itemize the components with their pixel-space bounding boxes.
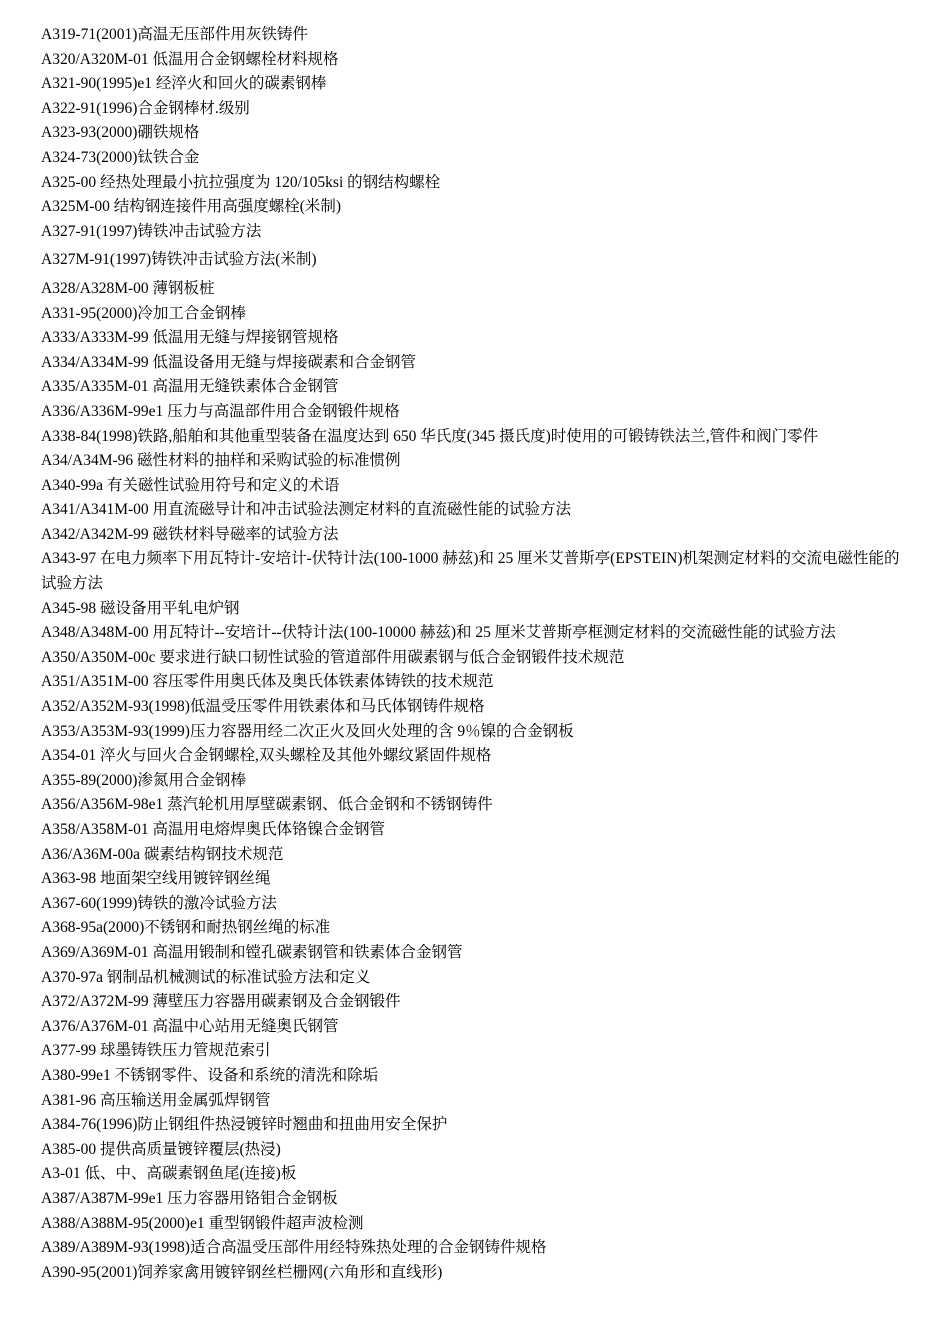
standard-entry: A325-00 经热处理最小抗拉强度为 120/105ksi 的钢结构螺栓 <box>41 173 441 191</box>
standard-entry: A325M-00 结构钢连接件用高强度螺栓(米制) <box>41 198 342 216</box>
standard-entry: A389/A389M-93(1998)适合高温受压部件用经特殊热处理的合金钢铸件规格 <box>41 1239 547 1257</box>
standard-entry: A323-93(2000)硼铁规格 <box>41 124 200 142</box>
standard-entry: A352/A352M-93(1998)低温受压零件用铁素体和马氏体钢铸件规格 <box>41 698 485 716</box>
standard-entry: A354-01 淬火与回火合金钢螺栓,双头螺栓及其他外螺纹紧固件规格 <box>41 747 492 765</box>
standard-entry: A358/A358M-01 高温用电熔焊奥氏体铬镍合金钢管 <box>41 821 386 838</box>
standard-entry: A372/A372M-99 薄壁压力容器用碳素钢及合金钢锻件 <box>41 993 401 1011</box>
standard-entry: A345-98 磁设备用平轧电炉钢 <box>41 599 240 617</box>
standard-entry: A377-99 球墨铸铁压力管规范索引 <box>41 1042 271 1060</box>
standard-entry: A331-95(2000)冷加工合金钢棒 <box>41 304 246 322</box>
standard-entry: A327M-91(1997)铸铁冲击试验方法(米制) <box>41 251 317 269</box>
standard-entry: A321-90(1995)e1 经淬火和回火的碳素钢棒 <box>41 75 327 93</box>
standard-entry: A342/A342M-99 磁铁材料导磁率的试验方法 <box>41 525 339 543</box>
standard-entry: A376/A376M-01 高温中心站用无缝奥氏钢管 <box>41 1017 339 1035</box>
standard-entry: A338-84(1998)铁路,船舶和其他重型装备在温度达到 650 华氏度(345 摄氏度)时使用的可锻铸铁法兰,管件和阀门零件 <box>41 427 819 445</box>
standard-entry: A385-00 提供高质量镀锌覆层(热浸) <box>41 1140 281 1158</box>
standard-entry: A356/A356M-98e1 蒸汽轮机用厚壁碳素钢、低合金钢和不锈钢铸件 <box>41 796 493 814</box>
standard-entry: A390-95(2001)饲养家禽用镀锌钢丝栏栅网(六角形和直线形) <box>41 1263 443 1281</box>
standard-entry: A335/A335M-01 高温用无缝铁素体合金钢管 <box>41 378 339 396</box>
standard-entry: A340-99a 有关磁性试验用符号和定义的术语 <box>41 476 340 494</box>
standard-entry: A348/A348M-00 用瓦特计--安培计--伏特计法(100-10000 赫兹)和 25 厘米艾普斯亭框测定材料的交流磁性能的试验方法 <box>41 624 836 642</box>
standard-entry: A350/A350M-00c 要求进行缺口韧性试验的管道部件用碳素钢与低合金钢锻件技术规范 <box>41 648 625 666</box>
standard-entry: A341/A341M-00 用直流磁导计和冲击试验法测定材料的直流磁性能的试验方法 <box>41 501 572 519</box>
standard-entry: A319-71(2001)高温无压部件用灰铁铸件 <box>41 26 308 43</box>
document-page <box>41 23 909 1285</box>
standard-entry: A320/A320M-01 低温用合金钢螺栓材料规格 <box>41 50 339 68</box>
standard-entry: A324-73(2000)钛铁合金 <box>41 148 200 166</box>
standard-entry: A333/A333M-99 低温用无缝与焊接钢管规格 <box>41 329 339 347</box>
standard-entry: A381-96 高压输送用金属弧焊钢管 <box>41 1091 271 1109</box>
standard-entry: A343-97 在电力频率下用瓦特计-安培计-伏特计法(100-1000 赫兹)和 25 厘米艾普斯亭(EPSTEIN)机架测定材料的交流电磁性能的试验方法 <box>41 550 900 593</box>
standard-entry: A36/A36M-00a 碳素结构钢技术规范 <box>41 845 284 863</box>
standard-entry: A353/A353M-93(1999)压力容器用经二次正火及回火处理的含 9％镍的合金钢板 <box>41 722 574 740</box>
standard-entry: A34/A34M-96 磁性材料的抽样和采购试验的标准惯例 <box>41 452 401 470</box>
standard-entry: A355-89(2000)渗氮用合金钢棒 <box>41 771 246 789</box>
standard-entry: A322-91(1996)合金钢棒材.级别 <box>41 99 250 117</box>
standard-entry: A328/A328M-00 薄钢板桩 <box>41 279 215 297</box>
standard-entry: A388/A388M-95(2000)e1 重型钢锻件超声波检测 <box>41 1214 364 1232</box>
standard-entry: A327-91(1997)铸铁冲击试验方法 <box>41 222 262 240</box>
standard-entry: A3-01 低、中、高碳素钢鱼尾(连接)板 <box>41 1165 297 1183</box>
standard-entry: A334/A334M-99 低温设备用无缝与焊接碳素和合金钢管 <box>41 353 417 371</box>
standard-entry: A351/A351M-00 容压零件用奥氏体及奥氏体铁素体铸铁的技术规范 <box>41 673 494 691</box>
standard-entry: A370-97a 钢制品机械测试的标准试验方法和定义 <box>41 968 371 986</box>
standard-entry: A387/A387M-99e1 压力容器用铬钼合金钢板 <box>41 1189 338 1207</box>
standard-entry: A363-98 地面架空线用镀锌钢丝绳 <box>41 870 271 888</box>
standard-entry: A369/A369M-01 高温用锻制和镗孔碳素钢管和铁素体合金钢管 <box>41 943 463 961</box>
standard-entry: A368-95a(2000)不锈钢和耐热钢丝绳的标准 <box>41 919 331 937</box>
standard-entry: A367-60(1999)铸铁的激冷试验方法 <box>41 894 277 912</box>
standard-entry: A380-99e1 不锈钢零件、设备和系统的清洗和除垢 <box>41 1066 379 1084</box>
standard-entry: A336/A336M-99e1 压力与高温部件用合金钢锻件规格 <box>41 402 400 420</box>
standard-entry: A384-76(1996)防止钢组件热浸镀锌时翘曲和扭曲用安全保护 <box>41 1116 448 1134</box>
